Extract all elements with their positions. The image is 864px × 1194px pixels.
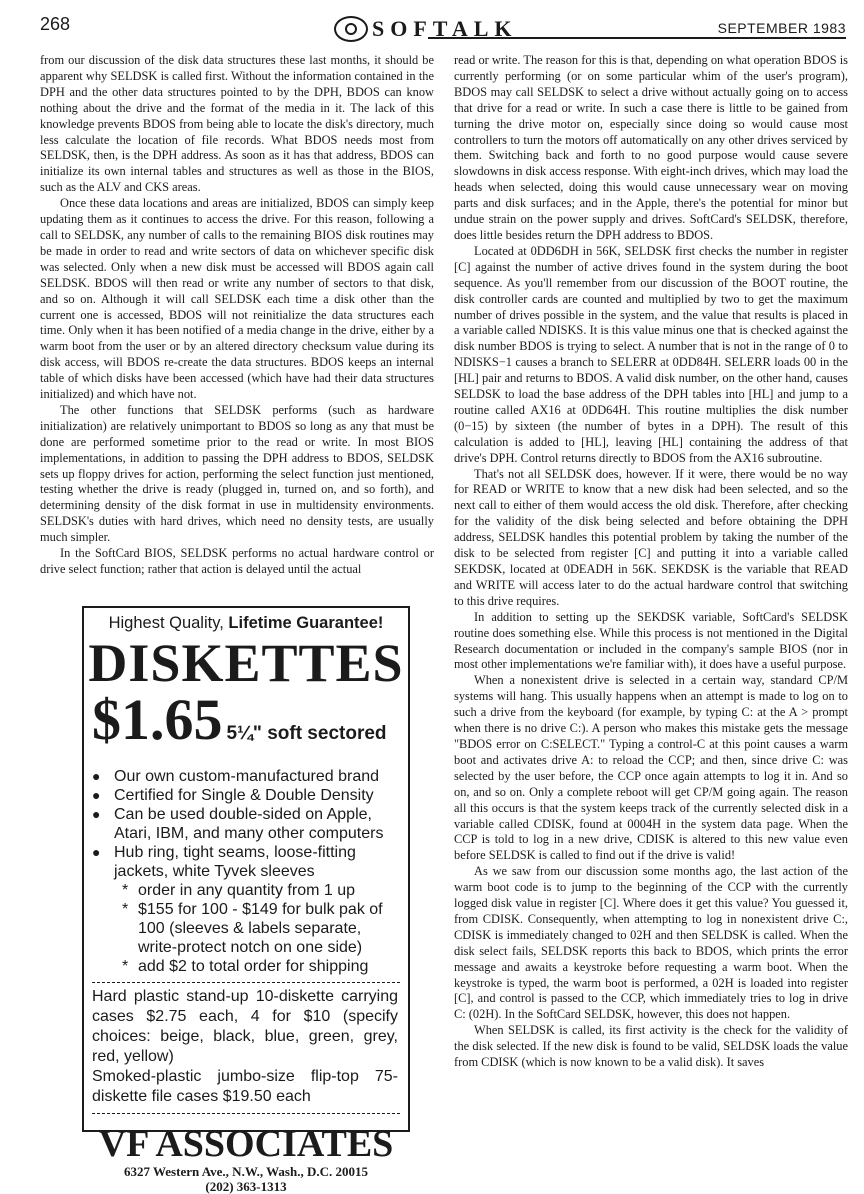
left-column [40, 53, 434, 578]
paragraph: The other functions that SELDSK performs (such as hardware initialization) are relatively unimportant to BDOS so long as any that must be done are performed sometime prior to the read or write. In most BIOS implementations, in addition to passing the DPH address to BDOS, SELDSK sets up floppy drives for action, performing the select function just mentioned, testing whether the drive is ready (plugged in, turned on, and so forth), and determining density of the disk format in use in multidensity environments. SELDSK's duties with hard drives, which need no density tests, are usually much simpler. [40, 402, 434, 545]
paragraph: That's not all SELDSK does, however. If it were, there would be no way for READ or WRITE to know that a new disk had been selected, and so the next call to either of them would access the old disk. Therefore, after checking for the validity of the disk being selected and before obtaining the DPH address, SELDSK handles this potential problem by taking the number of the disk to be selected from register [C] and putting it into a variable called SEKDSK, located at 0DEADH in 56K. SEKDSK is the variable that READ and WRITE will access later to do the actual hardware control that switching to this drive requires. [454, 466, 848, 608]
paragraph: In addition to setting up the SEKDSK variable, SoftCard's SELDSK routine does something else. While this process is not mentioned in the Digital Research documentation or included in the company's sample BIOS (nor in most other implementations we're familiar with), it does have a useful purpose. [454, 609, 848, 672]
list-item: ● Certified for Single & Double Density [92, 786, 398, 805]
ad-company: VF ASSOCIATES [98, 1123, 394, 1165]
paragraph: When SELDSK is called, its first activity is the check for the validity of the disk selected. If the new disk is found to be valid, SELDSK loads the value from CDISK (which is now known to be a valid disk). It saves [454, 1023, 848, 1070]
diskettes-advertisement [82, 606, 410, 1194]
ad-price-sub: 5¼" soft sectored [226, 723, 387, 744]
paragraph: In the SoftCard BIOS, SELDSK performs no actual hardware control or drive select function; rather that action is delayed until the actual [40, 546, 434, 576]
dashed-divider [92, 982, 400, 983]
ad-phone: (202) 363-1313 [205, 1179, 287, 1194]
list-item: * $155 for 100 - $149 for bulk pak of 100 (sleeves & labels separate, write-protect notch on one side) [92, 900, 398, 957]
logo-text: SOFTALK [372, 16, 518, 41]
ad-file-case-text: Smoked-plastic jumbo-size flip-top 75-diskette file cases $19.50 each [92, 1068, 398, 1105]
paragraph: As we saw from our discussion some months ago, the last action of the warm boot code is to jump to the beginning of the CCP with the currently logged disk value in register [C]. Where does it get this value? You guessed it, from CDISK. Consequently, when attempting to log in nonexistent drive C:, CDISK is immediately changed to 02H and then SELDSK is called. When the disk select fails, SELDSK reports this back to BDOS, which prints the error message and awaits a keystroke before requesting a warm boot. When the keystroke is typed, the warm boot is performed, a 02H is loaded into register [C], and control is passed to the CCP, which immediately tries to log in drive C: (02H). In the SoftCard SELDSK, however, this does not happen. [454, 864, 848, 1022]
ad-case-text: Hard plastic stand-up 10-diskette carrying cases $2.75 each, 4 for $10 (specify choices: beige, black, blue, green, grey, red, yellow) [92, 988, 398, 1065]
ad-price: $1.65 5¼" soft sectored [92, 687, 387, 752]
list-item: ● Hub ring, tight seams, loose-fitting jackets, white Tyvek sleeves [92, 843, 398, 881]
page-number: 268 [40, 14, 71, 34]
issue-date: SEPTEMBER 1983 [717, 20, 846, 36]
disk-logo-icon [334, 16, 368, 42]
ad-address: 6327 Western Ave., N.W., Wash., D.C. 20015 [123, 1164, 368, 1179]
list-item: * order in any quantity from 1 up [92, 881, 398, 900]
ad-headline: DISKETTES [88, 633, 404, 693]
list-item: * add $2 to total order for shipping [92, 957, 398, 976]
ad-tagline: Highest Quality, Lifetime Guarantee! [108, 614, 384, 632]
header-rule [428, 37, 846, 39]
right-column [454, 53, 848, 1071]
dashed-divider [92, 1113, 400, 1114]
paragraph: When a nonexistent drive is selected in a certain way, standard CP/M systems will hang. This usually happens when an attempt is made to log on to such a drive from the keyboard (for example, by typing C: at the A > prompt when there is no drive C:). A person who makes this mistake gets the message "BDOS error on C:SELECT." Typing a control-C at this point causes a warm boot and activates drive A: to reload the CCP; and then, since drive C: was selected by the user before, the CCP once again attempts to log it in. And so on, and so on. Only a complete reboot will get CP/M going again. The reason all this occurs is that the system keeps track of the currently selected disk in a variable called CDISK, found at 0004H in the system data page. When the CCP is told to log in a new drive, CDISK is altered to this new value even before SELDSK is called to find out if the drive is valid! [454, 673, 848, 863]
list-item: ● Our own custom-manufactured brand [92, 767, 398, 786]
paragraph: Located at 0DD6DH in 56K, SELDSK first checks the number in register [C] against the number of active drives found in the system during the boot sequence. As you'll remember from our discussion of the BOOT routine, the disk controller cards are counted and multiplied by two to get the maximum number of drives possible in the system, and the value that results is placed in a variable called NDISKS. It is this value minus one that is checked against the disk number BDOS is trying to select. A number that is not in the range of 0 to NDISKS−1 causes a branch to SELERR at 0DD84H. SELERR loads 00 in the [HL] pair and returns to BDOS. A valid disk number, on the other hand, causes SELDSK to load the base address of the DPH tables into [HL] and jump to a routine called AX16 at 0DD64H. This routine multiplies the disk number (0−15) by sixteen (the number of bytes in a DPH). The result of this calculation is added to [HL], leaving [HL] containing the address of that drive's DPH. Control returns directly to BDOS from the AX16 subroutine. [454, 243, 848, 465]
list-item: ● Can be used double-sided on Apple, Atari, IBM, and many other computers [92, 805, 398, 843]
paragraph: from our discussion of the disk data structures these last months, it should be apparent why SELDSK is called first. Without the information contained in the DPH and the other data structures pointed to by the DPH, BDOS can know nothing about the drive and the format of the media in it. The lack of this knowledge prevents BDOS from being able to locate the disk's directory, much less calculate the location of file records. What BDOS needs most from SELDSK, then, is the DPH address. As soon as it has that address, BDOS can initialize its own internal tables and structures as well as those in the BIOS, such as the ALV and CKS areas. [40, 53, 434, 195]
paragraph: Once these data locations and areas are initialized, BDOS can simply keep updating them as it continues to access the drive. For this reason, following a call to SELDSK, any number of calls to the remaining BIOS disk routines may be made in order to read and write sectors of data on whichever specific disk was selected. Only when a new disk must be accessed will BDOS again call SELDSK. BDOS will then read or write any number of sectors to that disk, and so on. Although it will call SELDSK each time a disk other than the current one is accessed, BDOS will not reinitialize the data structures each time. Only when it has been notified of a media change in the drive, either by a warm boot from the user or by an altered directory checksum value during its disk access, will BDOS re-create the data structures. BDOS keeps an internal table of which disks have been accessed (which have had their data structures initialized) and which have not. [40, 196, 434, 402]
paragraph: read or write. The reason for this is that, depending on what operation BDOS is currently performing (or on some particular whim of the user's program), BDOS may call SELDSK to select a drive without actually going on to access that drive for a read or write. In such a case there is little to be gained from turning the drive motor on, especially since doing so would cause most controllers to turn the motors off automatically on any other drives serviced by them. Switching back and forth to no good purpose would cause severe slowdowns in disk access response. With eight-inch drives, which may load the heads when selected, doing this would cause unnecessary wear on moving parts and disk surfaces; and in the Apple, there's the potential for minor but undue strain on the power supply and drives. SoftCard's SELDSK, therefore, does little besides return the DPH address to BDOS. [454, 53, 848, 242]
ad-feature-list [84, 767, 408, 976]
